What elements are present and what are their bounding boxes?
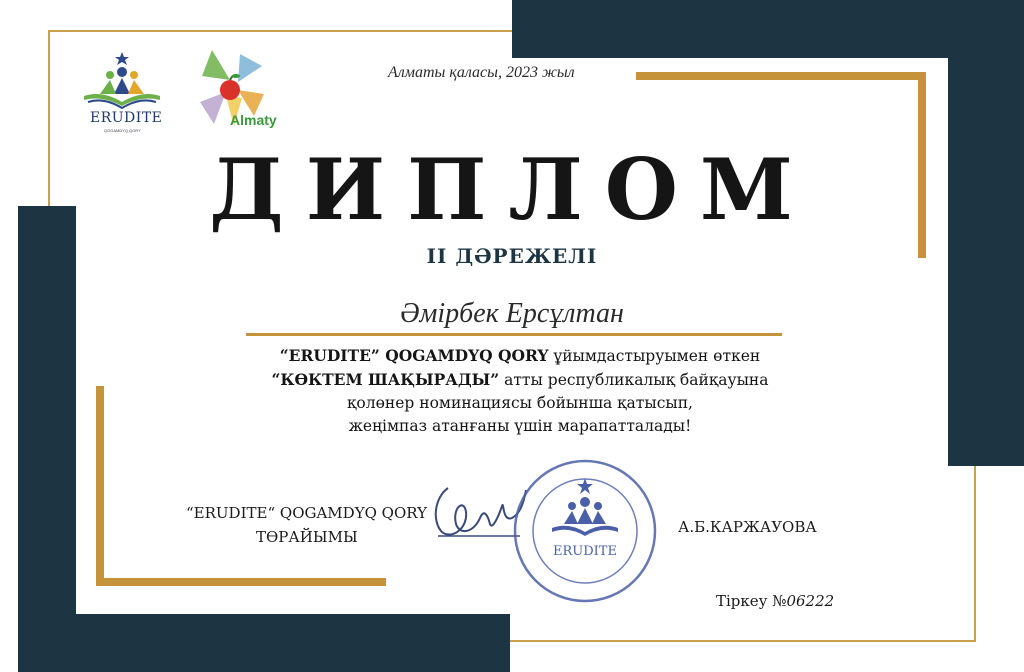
frame-line-right <box>974 466 976 642</box>
signatory-title: ТӨРАЙЫМЫ <box>256 528 358 546</box>
gold-accent-bottom-horizontal <box>96 578 386 586</box>
diploma-degree: II ДӘРЕЖЕЛІ <box>426 244 598 268</box>
registration-number: 06222 <box>786 592 835 610</box>
award-line-1-rest: ұйымдастыруымен өткен <box>548 347 761 365</box>
award-contest-name: “КӨКТЕМ ШАҚЫРАДЫ” <box>271 370 500 389</box>
signatory-name: А.Б.КАРЖАУОВА <box>678 518 817 536</box>
award-text <box>160 344 880 438</box>
award-text-line-3: қолөнер номинациясы бойынша қатысып, <box>347 394 693 412</box>
frame-line-bottom-right <box>510 640 976 642</box>
erudite-logo <box>72 50 172 142</box>
award-text-line-1 <box>160 344 880 368</box>
navy-block-left <box>18 206 76 672</box>
erudite-logo-subtext: QOGAMDYQ QORY <box>104 128 141 133</box>
official-stamp <box>512 458 658 604</box>
diploma-title: ДИПЛОМ <box>209 140 815 239</box>
gold-accent-bottom-vertical <box>96 386 104 586</box>
award-text-line-2 <box>160 368 880 392</box>
almaty-logo <box>192 46 302 136</box>
gold-accent-top-horizontal <box>636 72 926 80</box>
recipient-underline <box>246 333 782 336</box>
navy-block-bottom-left <box>18 614 510 672</box>
erudite-logo-text: ERUDITE <box>90 110 163 126</box>
frame-line-top-left <box>48 30 512 32</box>
registration-label: Тіркеу № <box>716 592 787 610</box>
award-text-line-4: жеңімпаз атанғаны үшін марапатталады! <box>348 417 692 435</box>
registration <box>716 592 834 610</box>
signatory-org: “ERUDITE“ QOGAMDYQ QORY <box>186 504 427 522</box>
award-line-2-rest: атты республикалық байқауына <box>499 371 769 389</box>
city-year: Алматы қаласы, 2023 жыл <box>388 64 575 81</box>
stamp-text: ERUDITE <box>553 544 617 559</box>
almaty-logo-text: Almaty <box>230 112 277 128</box>
recipient-name: Әмірбек Ерсұлтан <box>400 298 624 329</box>
award-organizer: “ERUDITE” QOGAMDYQ QORY <box>279 346 549 365</box>
stamp-emblem-icon <box>512 458 658 604</box>
erudite-emblem-icon <box>72 50 172 110</box>
